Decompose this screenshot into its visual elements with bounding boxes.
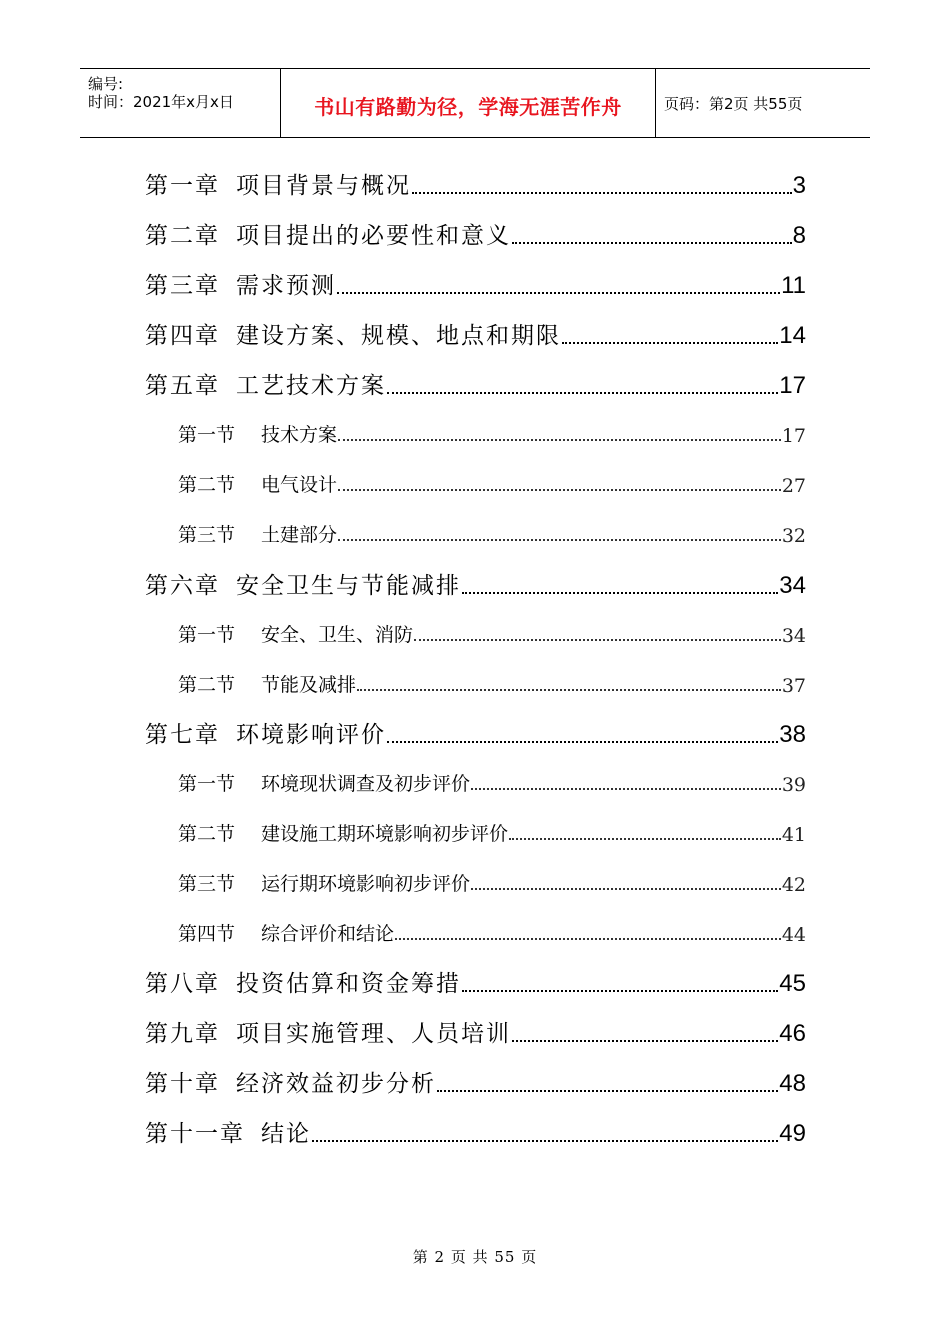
toc-entry-text: 运行期环境影响初步评价 — [261, 873, 471, 895]
dot-leader — [512, 242, 792, 244]
toc-entry-title — [145, 567, 461, 600]
toc-entry-number: 第四节 — [178, 923, 236, 945]
toc-entry-text: 综合评价和结论 — [261, 923, 395, 945]
toc-chapter-entry[interactable] — [145, 719, 806, 749]
toc-entry-text: 需求预测 — [236, 273, 336, 299]
toc-section-entry[interactable] — [178, 870, 806, 896]
toc-entry-text: 项目实施管理、人员培训 — [236, 1021, 511, 1047]
toc-chapter-entry[interactable] — [145, 370, 806, 400]
toc-entry-title — [145, 267, 336, 300]
toc-chapter-entry[interactable] — [145, 1068, 806, 1098]
toc-entry-text: 结论 — [261, 1121, 311, 1147]
toc-entry-number: 第二章 — [145, 223, 220, 249]
toc-section-entry[interactable] — [178, 920, 806, 946]
toc-section-entry[interactable] — [178, 521, 806, 547]
toc-chapter-entry[interactable] — [145, 220, 806, 250]
toc-entry-page: 27 — [781, 475, 806, 497]
toc-section-entry[interactable] — [178, 671, 806, 697]
toc-entry-text: 项目背景与概况 — [236, 173, 411, 199]
dot-leader — [395, 938, 781, 940]
toc-entry-text: 建设方案、规模、地点和期限 — [236, 323, 561, 349]
toc-entry-number: 第十一章 — [145, 1121, 245, 1147]
toc-chapter-entry[interactable] — [145, 1118, 806, 1148]
toc-entry-text: 项目提出的必要性和意义 — [236, 223, 511, 249]
toc-entry-title — [145, 367, 386, 400]
toc-entry-number: 第二节 — [178, 823, 236, 845]
dot-leader — [312, 1140, 778, 1142]
toc-entry-title — [145, 317, 561, 350]
dot-leader — [387, 741, 778, 743]
toc-chapter-entry[interactable] — [145, 1018, 806, 1048]
toc-entry-page: 17 — [781, 425, 806, 447]
toc-entry-title — [145, 965, 461, 998]
toc-entry-page: 38 — [779, 721, 806, 748]
toc-entry-page: 8 — [792, 222, 806, 249]
toc-chapter-entry[interactable] — [145, 170, 806, 200]
toc-section-entry[interactable] — [178, 471, 806, 497]
dot-leader — [471, 788, 781, 790]
toc-entry-title — [178, 470, 337, 497]
toc-entry-title — [145, 1115, 311, 1148]
toc-entry-title — [178, 769, 470, 796]
toc-entry-title — [178, 819, 508, 846]
toc-entry-page: 42 — [781, 874, 806, 896]
dot-leader — [562, 342, 778, 344]
toc-entry-number: 第一章 — [145, 173, 220, 199]
toc-section-entry[interactable] — [178, 820, 806, 846]
dot-leader — [387, 392, 778, 394]
number-label: 编号: — [88, 75, 124, 93]
dot-leader — [471, 888, 781, 890]
toc-chapter-entry[interactable] — [145, 968, 806, 998]
dot-leader — [437, 1090, 778, 1092]
toc-entry-title — [178, 620, 413, 647]
dot-leader — [512, 1040, 778, 1042]
motto-text: 书山有路勤为径，学海无涯苦作舟 — [314, 95, 622, 119]
toc-entry-number: 第七章 — [145, 722, 220, 748]
toc-entry-number: 第一节 — [178, 773, 236, 795]
toc-entry-title — [145, 217, 511, 250]
toc-entry-text: 技术方案 — [261, 424, 338, 446]
dot-leader — [338, 439, 781, 441]
toc-entry-page: 17 — [779, 372, 806, 399]
toc-entry-title — [145, 1015, 511, 1048]
dot-leader — [412, 192, 792, 194]
toc-entry-number: 第一节 — [178, 424, 236, 446]
toc-entry-text: 建设施工期环境影响初步评价 — [261, 823, 509, 845]
toc-entry-page: 34 — [779, 572, 806, 599]
toc-entry-number: 第九章 — [145, 1021, 220, 1047]
toc-entry-text: 工艺技术方案 — [236, 373, 386, 399]
toc-section-entry[interactable] — [178, 621, 806, 647]
toc-entry-page: 48 — [779, 1070, 806, 1097]
dot-leader — [337, 292, 780, 294]
toc-entry-page: 41 — [781, 824, 806, 846]
header-motto-cell — [280, 69, 656, 137]
toc-entry-title — [145, 716, 386, 749]
toc-chapter-entry[interactable] — [145, 320, 806, 350]
toc-entry-page: 11 — [781, 272, 806, 299]
toc-chapter-entry[interactable] — [145, 270, 806, 300]
toc-entry-page: 44 — [781, 924, 806, 946]
toc-entry-number: 第六章 — [145, 573, 220, 599]
dot-leader — [338, 489, 781, 491]
toc-entry-text: 土建部分 — [261, 524, 338, 546]
header-page-cell — [654, 69, 870, 137]
toc-entry-page: 14 — [779, 322, 806, 349]
toc-entry-text: 电气设计 — [261, 474, 338, 496]
toc-entry-text: 安全卫生与节能减排 — [236, 573, 461, 599]
dot-leader — [357, 689, 781, 691]
toc-entry-page: 39 — [781, 774, 806, 796]
toc-entry-text: 经济效益初步分析 — [236, 1071, 436, 1097]
toc-entry-number: 第三节 — [178, 873, 236, 895]
dot-leader — [462, 592, 778, 594]
toc-entry-title — [178, 670, 356, 697]
toc-entry-number: 第一节 — [178, 624, 236, 646]
header-meta-cell — [80, 69, 280, 137]
toc-entry-page: 49 — [779, 1120, 806, 1147]
toc-entry-page: 45 — [779, 970, 806, 997]
toc-entry-page: 3 — [792, 172, 806, 199]
toc-entry-number: 第二节 — [178, 474, 236, 496]
toc-section-entry[interactable] — [178, 770, 806, 796]
toc-entry-title — [178, 869, 470, 896]
dot-leader — [462, 990, 778, 992]
toc-entry-title — [178, 520, 337, 547]
document-header — [80, 68, 870, 138]
header-page-info: 页码：第2页 共55页 — [664, 95, 803, 113]
toc-entry-text: 环境现状调查及初步评价 — [261, 773, 471, 795]
toc-entry-number: 第三节 — [178, 524, 236, 546]
dot-leader — [338, 539, 781, 541]
toc-entry-number: 第三章 — [145, 273, 220, 299]
toc-entry-title — [178, 919, 394, 946]
toc-entry-text: 投资估算和资金筹措 — [236, 971, 461, 997]
toc-entry-title — [145, 167, 411, 200]
toc-entry-number: 第四章 — [145, 323, 220, 349]
time-label: 时间：2021年x月x日 — [88, 93, 234, 111]
toc-entry-number: 第十章 — [145, 1071, 220, 1097]
toc-chapter-entry[interactable] — [145, 570, 806, 600]
toc-entry-page: 46 — [779, 1020, 806, 1047]
dot-leader — [414, 639, 781, 641]
toc-section-entry[interactable] — [178, 421, 806, 447]
toc-entry-text: 环境影响评价 — [236, 722, 386, 748]
toc-entry-page: 34 — [781, 625, 806, 647]
toc-entry-page: 32 — [781, 525, 806, 547]
toc-entry-title — [178, 420, 337, 447]
toc-entry-number: 第二节 — [178, 674, 236, 696]
page-footer: 第 2 页 共 55 页 — [412, 1248, 538, 1266]
toc-entry-number: 第八章 — [145, 971, 220, 997]
toc-entry-number: 第五章 — [145, 373, 220, 399]
toc-entry-page: 37 — [781, 675, 806, 697]
dot-leader — [509, 838, 781, 840]
toc-entry-text: 安全、卫生、消防 — [261, 624, 414, 646]
toc-entry-title — [145, 1065, 436, 1098]
toc-entry-text: 节能及减排 — [261, 674, 357, 696]
